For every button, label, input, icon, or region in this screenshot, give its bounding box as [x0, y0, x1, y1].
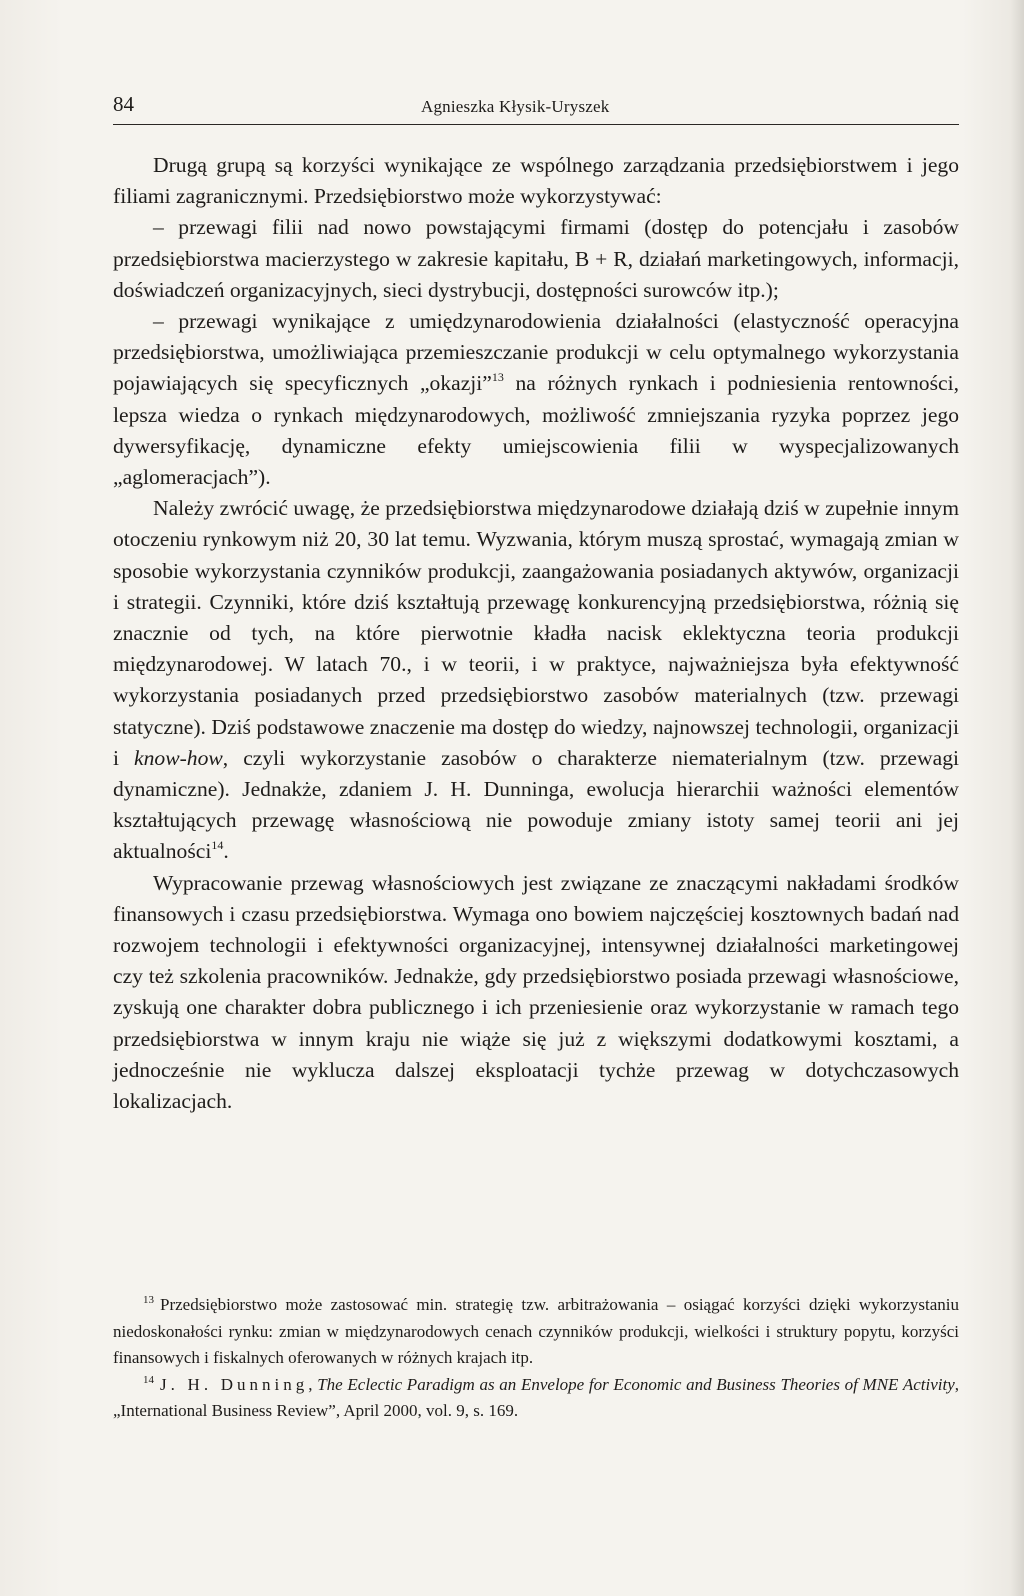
page-edge-shadow [1010, 0, 1024, 1596]
footnote-14-number: 14 [143, 1373, 154, 1386]
footnotes [113, 1292, 959, 1425]
list-item-2 [113, 306, 959, 493]
running-head: Agnieszka Kłysik-Uryszek [421, 97, 610, 116]
list-item-1: – przewagi filii nad nowo powstającymi firmami (dostęp do potencjału i zasobów przedsiębiorstwa macierzystego w zakresie kapitału, B + R, działań marketingowych, informacji, doświadczeń organizacyjnych, sieci dystrybucji, dostępności surowców itp.); [113, 215, 959, 302]
page-header [113, 92, 959, 125]
paragraph-2-text-a: Należy zwrócić uwagę, że przedsiębiorstwa międzynarodowe działają dziś w zupełnie innym otoczeniu rynkowym niż 20, 30 lat temu. Wyzwania, którym muszą sprostać, wymagają zmian w sposobie wykorzystania czynników produkcji, zaangażowania posiadanych aktywów, organizacji i strategii. Czynniki, które dziś kształtują przewagę konkurencyjną przedsiębiorstwa, różnią się znacznie od tych, na które pierwotnie kładła nacisk eklektyczna teoria produkcji międzynarodowej. W latach 70., i w teorii, i w praktyce, najważniejsza była efektywność wykorzystania posiadanych przed przedsiębiorstwo zasobów materialnych (tzw. przewagi statyczne). Dziś podstawowe znaczenie ma dostęp do wiedzy, najnowszej technologii, organizacji i [113, 496, 959, 770]
footnote-14-author: J. H. Dunning [160, 1374, 309, 1394]
paragraph-2 [113, 493, 959, 867]
footnote-ref-14[interactable]: 14 [211, 838, 224, 853]
list-item-2-text-a: – przewagi wynikające z umiędzynarodowienia działalności (elastyczność operacyjna przedsiębiorstwa, umożliwiająca przemieszczanie produkcji w celu optymalnego wykorzystania pojawiających się specyficznych „okazji” [113, 309, 959, 396]
list-item-2-text-b: na różnych rynkach i podniesienia rentowności, lepsza wiedza o rynkach międzynarodowych, możliwość zmniejszania ryzyka poprzez jego dywersyfikację, dynamiczne efekty umiejscowienia filii w wyspecjalizowanych „aglomeracjach”). [113, 371, 959, 490]
footnote-14-rest: , „International Business Review”, April 2000, vol. 9, s. 169. [113, 1374, 959, 1420]
footnote-13-text: Przedsiębiorstwo może zastosować min. strategię tzw. arbitrażowania – osiągać korzyści dzięki wykorzystaniu niedoskonałości rynku: zmian w międzynarodowych cenach czynników produkcji, wielkości i struktury popytu, korzyści finansowych i fiskalnych oferowanych w różnych krajach itp. [113, 1295, 959, 1367]
footnote-13-number: 13 [143, 1294, 154, 1306]
page-number: 84 [113, 92, 134, 116]
footnote-14: $^{14}$ J. H. Dunning, The Eclectic Paradigm as an Envelope for Economic and Business Theories of MNE Activity, „International Business Review”, April 2000, vol. 9, s. 169. [113, 1373, 959, 1420]
paragraph-2-end: . [223, 839, 229, 864]
footnote-14-title: The Eclectic Paradigm as an Envelope for Economic and Business Theories of MNE Activity [317, 1374, 955, 1394]
paragraph-2-text-b: , czyli wykorzystanie zasobów o charakterze niematerialnym (tzw. przewagi dynamiczne). Jednakże, zdaniem J. H. Dunninga, ewolucja hierarchii ważności elementów kształtujących przewagę własnościową nie powoduje zmiany istoty samej teorii ani jej aktualności [113, 745, 959, 864]
paragraph-3: Wypracowanie przewag własnościowych jest związane ze znaczącymi nakładami środków finansowych i czasu przedsiębiorstwa. Wymaga ono bowiem najczęściej kosztownych badań nad rozwojem technologii i efektywności organizacyjnej, intensywnej działalności marketingowej czy też szkolenia pracowników. Jednakże, gdy przedsiębiorstwo posiada przewagi własnościowe, zyskują one charakter dobra publicznego i ich przeniesienie oraz wykorzystanie w ramach tego przedsiębiorstwa w innym kraju nie wiąże się już z większymi dodatkowymi kosztami, a jednocześnie nie wyklucza dalszej eksploatacji tychże przewag w dotychczasowych lokalizacjach. [113, 870, 959, 1114]
footnote-ref-13[interactable]: 13 [491, 370, 504, 385]
know-how-term: know-how [134, 745, 223, 770]
paragraph-1: Drugą grupą są korzyści wynikające ze wspólnego zarządzania przedsiębiorstwem i jego filiami zagranicznymi. Przedsiębiorstwo może wykorzystywać: [113, 153, 959, 209]
main-text [113, 150, 959, 1117]
footnote-13 [113, 1292, 959, 1372]
